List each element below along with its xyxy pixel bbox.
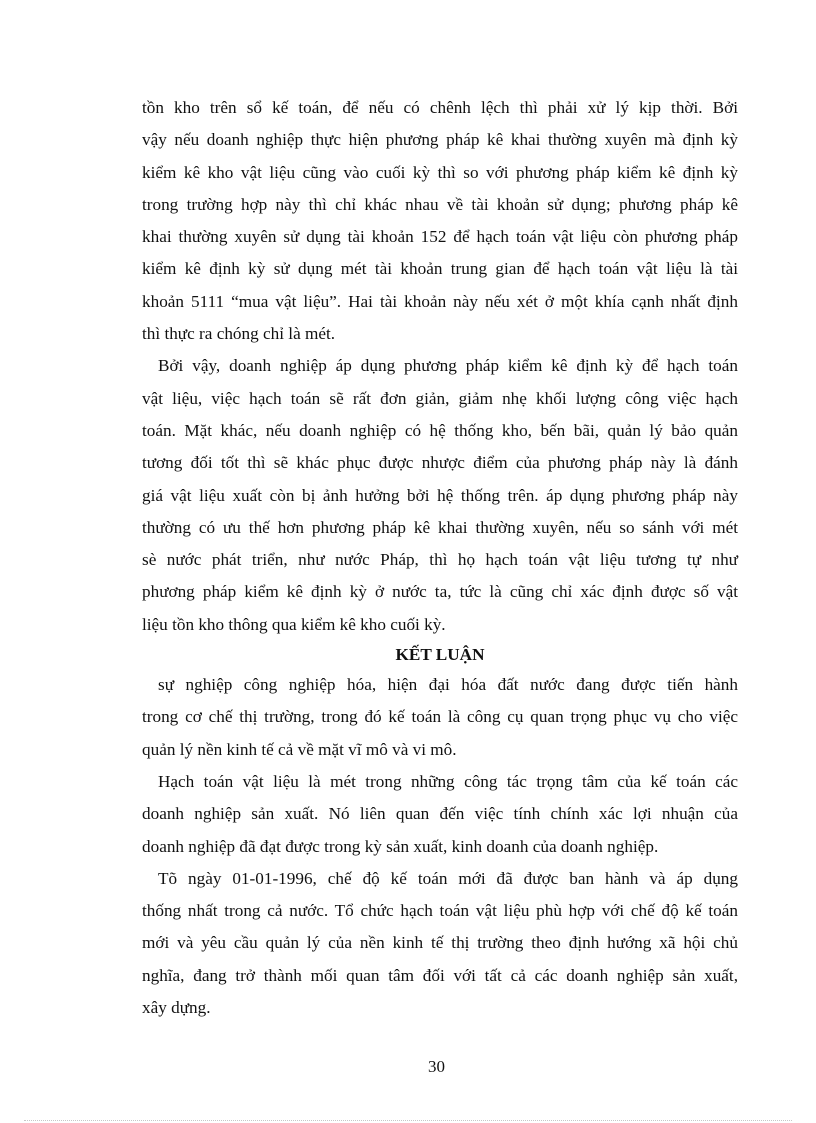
text-line: mới và yêu cầu quản lý của nền kinh tế thị trường theo định hướng xã hội chủ [142, 933, 738, 953]
text-line: trong trường hợp này thì chỉ khác nhau về tài khoản sử dụng; phương pháp kê [142, 194, 738, 214]
text-line: khai thường xuyên sử dụng tài khoản 152 để hạch toán vật liệu còn phương pháp [142, 227, 738, 247]
page-number: 30 [428, 1057, 445, 1076]
text-line: kiểm kê định kỳ sử dụng mét tài khoản trung gian để hạch toán vật liệu là tài [142, 259, 738, 279]
text-line: doanh nghiệp đã đạt được trong kỳ sản xuất, kinh doanh của doanh nghiệp. [142, 836, 659, 856]
text-line: giá vật liệu xuất còn bị ảnh hưởng bởi hệ thống trên. áp dụng phương pháp này [142, 485, 738, 505]
text-line: nghĩa, đang trở thành mối quan tâm đối với tất cả các doanh nghiệp sản xuất, [142, 965, 738, 985]
text-line: doanh nghiệp sản xuất. Nó liên quan đến việc tính chính xác lợi nhuận của [142, 804, 738, 824]
paragraph-continuation [142, 92, 738, 350]
conclusion-paragraph [142, 863, 738, 1024]
text-line: kiểm kê kho vật liệu cũng vào cuối kỳ thì so với phương pháp kiểm kê định kỳ [142, 162, 738, 182]
section-heading: KẾT LUẬN [395, 645, 485, 665]
text-line: thì thực ra chóng chỉ là mét. [142, 324, 336, 344]
text-line: Bởi vậy, doanh nghiệp áp dụng phương pháp kiểm kê định kỳ để hạch toán [158, 356, 738, 376]
text-line: vật liệu, việc hạch toán sẽ rất đơn giản, giảm nhẹ khối lượng công việc hạch [142, 388, 738, 408]
text-line: thống nhất trong cả nước. Tổ chức hạch toán vật liệu phù hợp với chế độ kế toán [142, 901, 738, 921]
text-line: Hạch toán vật liệu là mét trong những công tác trọng tâm của kế toán các [158, 771, 738, 791]
text-line: sè nước phát triển, như nước Pháp, thì họ hạch toán vật liệu tương tự như [142, 550, 738, 570]
text-line: quản lý nền kinh tế cả về mặt vĩ mô và vi mô. [142, 739, 457, 759]
text-line: liệu tồn kho thông qua kiểm kê kho cuối kỳ. [142, 614, 446, 634]
text-line: thường có ưu thế hơn phương pháp kê khai thường xuyên, nếu so sánh với mét [142, 517, 738, 537]
text-line: vậy nếu doanh nghiệp thực hiện phương pháp kê khai thường xuyên mà định kỳ [142, 130, 738, 150]
text-line: toán. Mặt khác, nếu doanh nghiệp có hệ thống kho, bến bãi, quản lý bảo quản [142, 420, 738, 440]
page-body [142, 92, 738, 1024]
text-line: tương đối tốt thì sẽ khác phục được nhược điểm của phương pháp này là đánh [142, 453, 738, 473]
text-line: Tõ ngày 01-01-1996, chế độ kế toán mới đã được ban hành và áp dụng [158, 868, 738, 888]
conclusion-paragraph [142, 669, 738, 766]
text-line: xây dựng. [142, 998, 211, 1018]
text-line: phương pháp kiểm kê định kỳ ở nước ta, tức là cũng chỉ xác định được số vật [142, 582, 738, 602]
text-line: trong cơ chế thị trường, trong đó kế toán là công cụ quan trọng phục vụ cho việc [142, 707, 738, 727]
text-line: tồn kho trên sổ kế toán, để nếu có chênh lệch thì phải xử lý kịp thời. Bởi [142, 98, 738, 117]
paragraph-method [142, 350, 738, 641]
footer-divider [24, 1120, 792, 1121]
conclusion-paragraph [142, 766, 738, 863]
text-line: khoản 5111 “mua vật liệu”. Hai tài khoản này nếu xét ở một khía cạnh nhất định [142, 291, 738, 311]
text-line: sự nghiệp công nghiệp hóa, hiện đại hóa đất nước đang được tiến hành [158, 675, 738, 695]
